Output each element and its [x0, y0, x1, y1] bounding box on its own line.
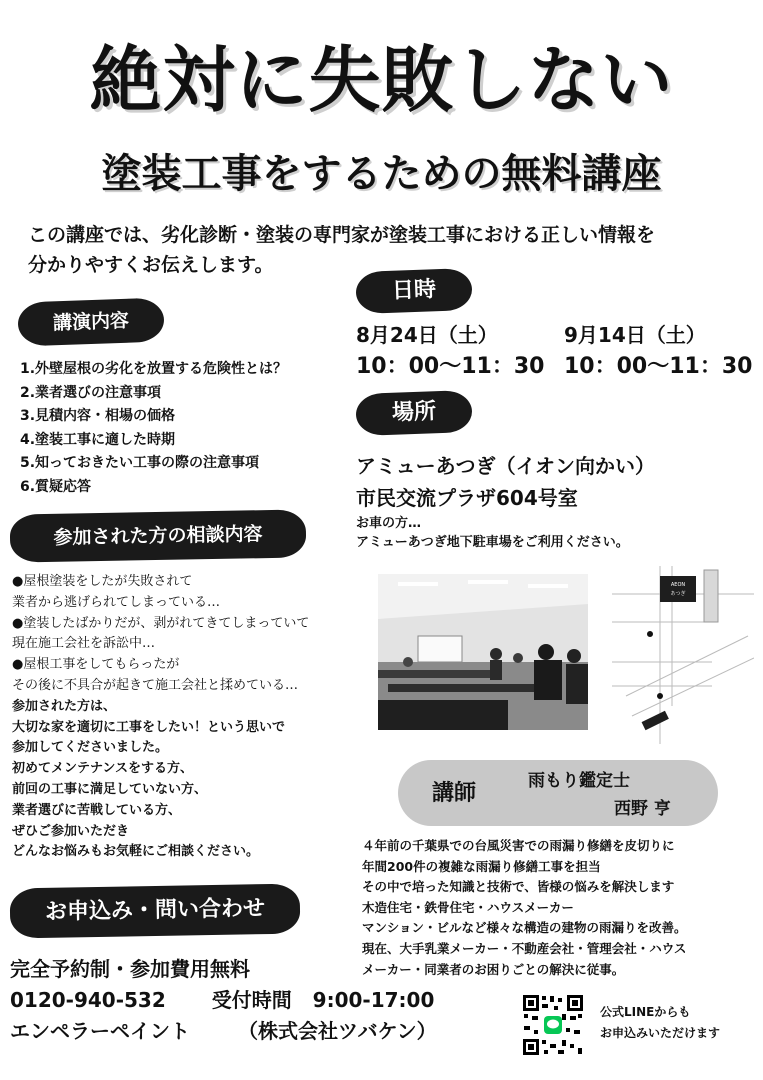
consult-line: 業者から逃げられてしまっている…	[12, 594, 221, 610]
schedule-time: 10：00〜11：30	[356, 354, 545, 379]
hours-label: 受付時間	[211, 988, 292, 1012]
venue-info	[356, 450, 756, 552]
profile-line: マンション・ビルなど様々な構造の建物の雨漏りを改善。	[362, 920, 687, 936]
venue-car-label: お車の方…	[356, 516, 422, 531]
consult-heading: 参加された方の相談内容	[10, 509, 307, 562]
apply-heading: お申込み・問い合わせ	[10, 883, 301, 938]
profile-line: 木造住宅・鉄骨住宅・ハウスメーカー	[362, 899, 574, 915]
consult-line: ●屋根工事をしてもらったが	[12, 657, 180, 673]
line-qr-code[interactable]	[522, 994, 584, 1056]
schedule-date: 8月24日（土）	[356, 323, 498, 347]
company-line	[10, 1016, 510, 1047]
profile-line: ４年前の千葉県での台風災害での雨漏り修繕を皮切りに	[362, 838, 675, 853]
lecture-item: 1.外壁屋根の劣化を放置する危険性とは？	[20, 361, 288, 377]
company-sub: （株式会社ツバケン）	[238, 1019, 437, 1043]
venue-map	[612, 566, 754, 744]
schedule-slot	[564, 320, 752, 382]
hours-value: 9:00-17:00	[312, 988, 435, 1012]
consult-line: ●屋根塗装をしたが失敗されて	[12, 574, 193, 589]
consult-line: 現在施工会社を訴訟中…	[12, 636, 156, 652]
consult-message: どんなお悩みもお気軽にご相談ください。	[12, 844, 260, 860]
consult-message: 大切な家を適切に工事をしたい！という思いで	[12, 719, 286, 735]
schedule-time: 10：00〜11：30	[564, 354, 753, 379]
consult-list	[12, 572, 362, 863]
profile-line: 年間200件の複雑な雨漏り修繕工事を担当	[362, 858, 601, 874]
consult-line: その後に不具合が起きて施工会社と揉めている…	[12, 677, 299, 693]
lecture-heading: 講演内容	[17, 297, 164, 346]
venue-parking: アミューあつぎ地下駐車場をご利用ください。	[356, 535, 629, 550]
profile-line: 現在、大手乳業メーカー・不動産会社・管理会社・ハウス	[362, 940, 687, 956]
consult-message: 前回の工事に満足していない方、	[12, 781, 208, 797]
venue-heading: 場所	[355, 390, 472, 436]
venue-room: 市民交流プラザ604号室	[356, 486, 578, 510]
lecture-item: 6.質疑応答	[20, 478, 92, 495]
profile-line: その中で培った知識と技術で、皆様の悩みを解決します	[362, 879, 675, 895]
consult-message: ぜひご参加いただき	[12, 823, 130, 839]
contact-info	[10, 954, 510, 1047]
map-store-label: AEON	[670, 582, 686, 588]
consult-message: 参加してくださいました。	[12, 740, 169, 756]
consult-message: 参加された方は、	[12, 698, 117, 714]
line-note-line: 公式LINEからも	[600, 1005, 691, 1019]
map-store-label: あつぎ	[670, 591, 686, 597]
lecturer-name: 西野 亨	[614, 799, 671, 819]
consult-line: ●塗装したばかりだが、剥がれてきてしまっていて	[12, 615, 310, 631]
phone-number[interactable]: 0120-940-532	[10, 988, 166, 1012]
venue-name: アミューあつぎ（イオン向かい）	[356, 454, 655, 478]
schedule-heading: 日時	[355, 268, 472, 314]
page-subtitle: 塗装工事をするための無料講座	[101, 151, 662, 197]
intro-line: 分かりやすくお伝えします。	[28, 254, 274, 276]
lecturer-title: 雨もり鑑定士	[528, 771, 630, 791]
page-title: 絶対に失敗しない	[89, 38, 674, 122]
lecture-item: 5.知っておきたい工事の際の注意事項	[20, 455, 260, 471]
schedule-slot	[356, 320, 544, 382]
line-note-line: お申込みいただけます	[600, 1026, 721, 1040]
lecture-item: 3.見積内容・相場の価格	[20, 408, 176, 424]
lecture-item: 2.業者選びの注意事項	[20, 384, 162, 401]
reservation-note: 完全予約制・参加費用無料	[10, 957, 250, 981]
line-note	[600, 1002, 760, 1044]
seminar-photo	[378, 574, 588, 730]
schedule-date: 9月14日（土）	[564, 323, 706, 347]
consult-message: 業者選びに苦戦している方、	[12, 802, 182, 818]
consult-message: 初めてメンテナンスをする方、	[12, 761, 193, 777]
lecture-list	[20, 358, 350, 499]
company-name: エンペラーペイント	[10, 1019, 190, 1043]
intro-line: この講座では、劣化診断・塗装の専門家が塗装工事における正しい情報を	[28, 224, 656, 246]
lecture-item: 4.塗装工事に適した時期	[20, 431, 176, 448]
lecturer-label: 講師	[432, 781, 477, 806]
profile-line: メーカー・同業者のお困りごとの解決に従事。	[362, 961, 625, 977]
phone-line	[10, 985, 510, 1016]
